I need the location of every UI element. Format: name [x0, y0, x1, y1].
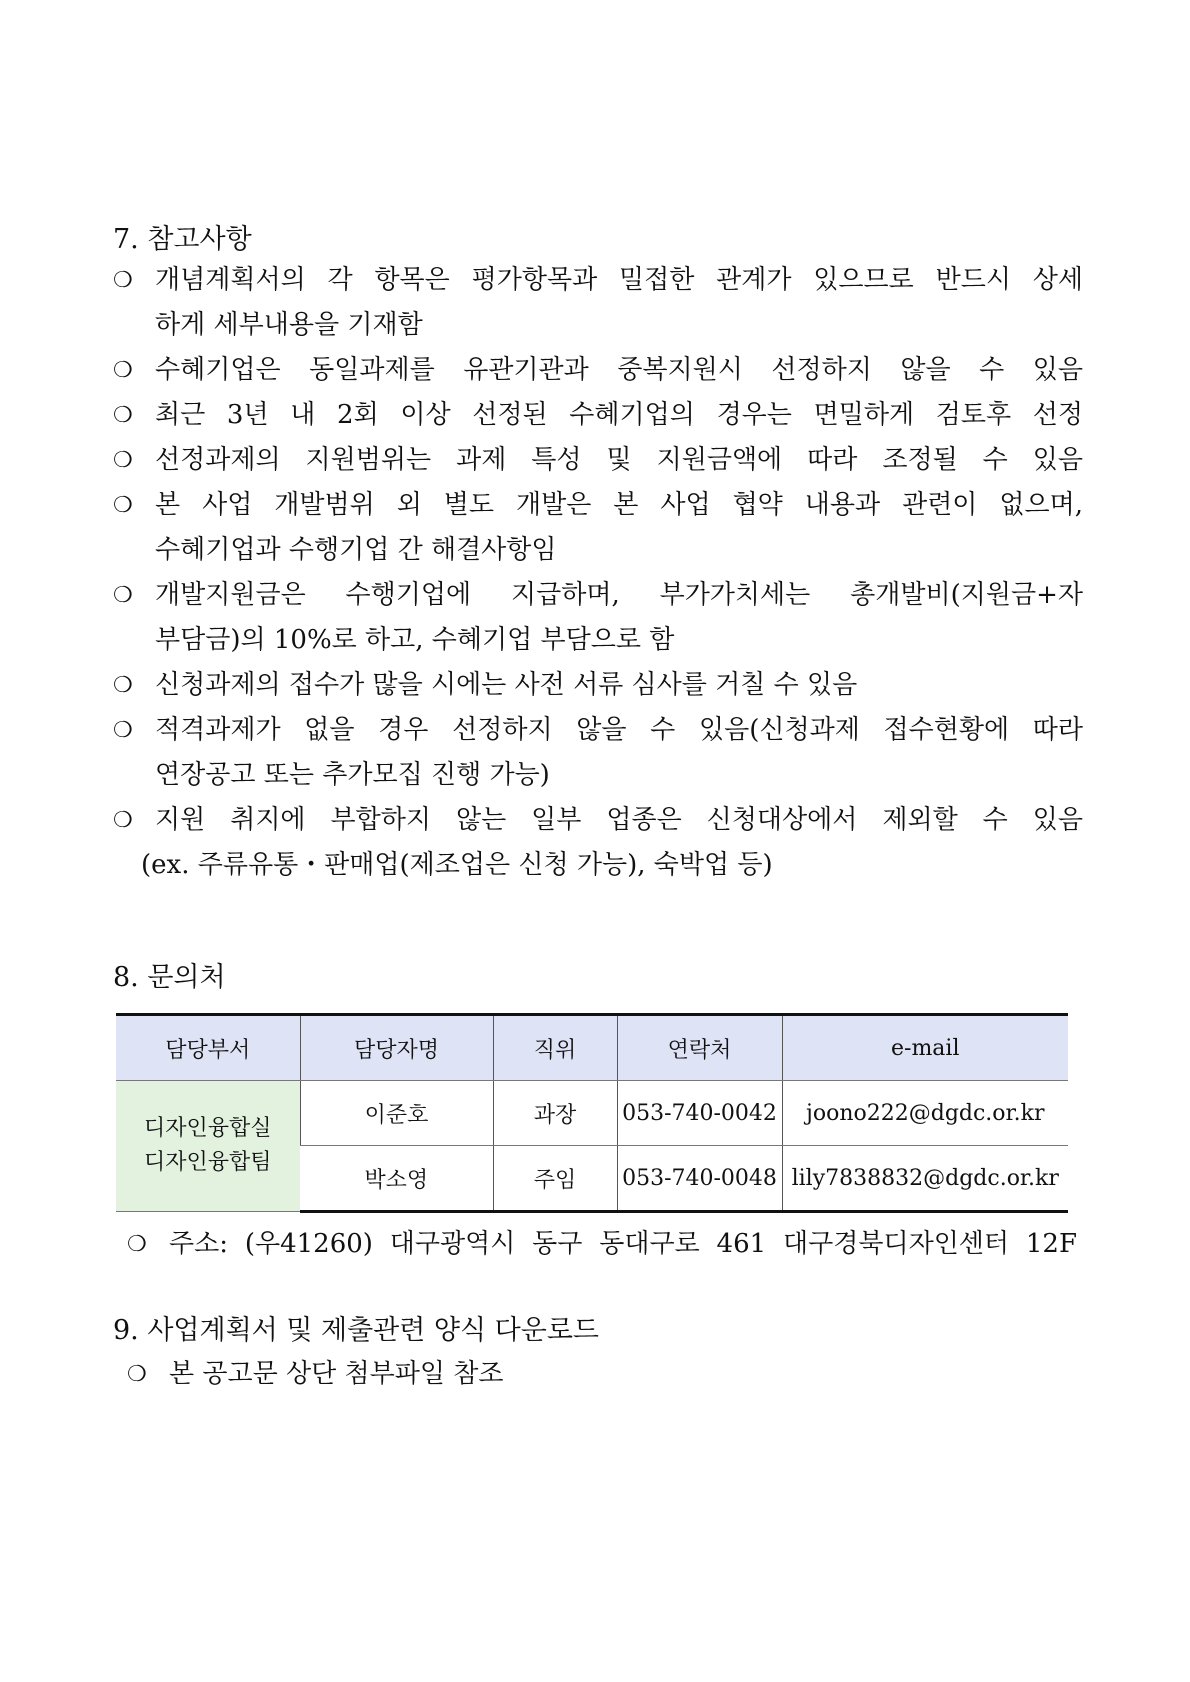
download-text: 본 공고문 상단 첨부파일 참조 [169, 1359, 504, 1389]
notice-item [113, 438, 1083, 483]
notice-line: 수혜기업은 동일과제를 유관기관과 중복지원시 선정하지 않을 수 있음 [155, 355, 1083, 385]
team-name: 디자인융합팀 [143, 1150, 272, 1175]
header-position: 직위 [493, 1015, 617, 1081]
address-item [127, 1222, 1077, 1267]
department-name: 디자인융합실 [143, 1116, 272, 1141]
notice-line: 하게 세부내용을 기재함 [155, 310, 423, 340]
notice-line: (ex. 주류유통・판매업(제조업은 신청 가능), 숙박업 등) [141, 850, 773, 880]
notice-item [113, 348, 1083, 393]
section-7-title: 7. 참고사항 [113, 224, 252, 255]
circle-bullet-icon: ❍ [113, 403, 133, 428]
notice-line: 개발지원금은 수행기업에 지급하며, 부가가치세는 총개발비(지원금+자 [155, 580, 1083, 610]
header-department: 담당부서 [116, 1015, 300, 1081]
notice-line: 연장공고 또는 추가모집 진행 가능) [155, 760, 550, 790]
notice-item [113, 798, 1083, 888]
section-9-title: 9. 사업계획서 및 제출관련 양식 다운로드 [113, 1315, 599, 1346]
download-item [127, 1352, 1097, 1397]
notice-line: 부담금)의 10%로 하고, 수혜기업 부담으로 함 [155, 625, 675, 655]
circle-bullet-icon: ❍ [113, 493, 133, 518]
circle-bullet-icon: ❍ [113, 358, 133, 383]
circle-bullet-icon: ❍ [113, 448, 133, 473]
notice-line: 선정과제의 지원범위는 과제 특성 및 지원금액에 따라 조정될 수 있음 [155, 445, 1083, 475]
contact-name: 이준호 [300, 1081, 493, 1146]
notice-item [113, 393, 1083, 438]
notice-line: 지원 취지에 부합하지 않는 일부 업종은 신청대상에서 제외할 수 있음 [155, 805, 1083, 835]
contact-position: 주임 [493, 1146, 617, 1212]
circle-bullet-icon: ❍ [113, 808, 133, 833]
table-row [116, 1081, 1068, 1146]
notice-item [113, 258, 1083, 348]
contact-phone: 053-740-0048 [617, 1146, 782, 1212]
circle-bullet-icon: ❍ [113, 718, 133, 743]
circle-bullet-icon: ❍ [113, 268, 133, 293]
notice-item [113, 573, 1083, 663]
contact-position: 과장 [493, 1081, 617, 1146]
circle-bullet-icon: ❍ [127, 1362, 147, 1387]
circle-bullet-icon: ❍ [113, 673, 133, 698]
notice-line: 최근 3년 내 2회 이상 선정된 수혜기업의 경우는 면밀하게 검토후 선정 [155, 400, 1083, 430]
contact-name: 박소영 [300, 1146, 493, 1212]
header-contact-name: 담당자명 [300, 1015, 493, 1081]
department-cell [116, 1081, 300, 1212]
notice-line: 수혜기업과 수행기업 간 해결사항임 [155, 535, 557, 565]
notice-item [113, 483, 1083, 573]
contact-phone: 053-740-0042 [617, 1081, 782, 1146]
circle-bullet-icon: ❍ [113, 583, 133, 608]
notice-item [113, 708, 1083, 798]
table-header-row [116, 1015, 1068, 1081]
notice-item [113, 663, 1083, 708]
address-text: 주소: (우41260) 대구광역시 동구 동대구로 461 대구경북디자인센터 12F [169, 1229, 1077, 1259]
header-phone: 연락처 [617, 1015, 782, 1081]
circle-bullet-icon: ❍ [127, 1232, 147, 1257]
header-email: e-mail [782, 1015, 1068, 1081]
notice-line: 적격과제가 없을 경우 선정하지 않을 수 있음(신청과제 접수현황에 따라 [155, 715, 1083, 745]
section-8-title: 8. 문의처 [113, 962, 226, 993]
notice-line: 개념계획서의 각 항목은 평가항목과 밀접한 관계가 있으므로 반드시 상세 [155, 265, 1083, 295]
contact-email: joono222@dgdc.or.kr [782, 1081, 1068, 1146]
contact-email: lily7838832@dgdc.or.kr [782, 1146, 1068, 1212]
notice-line: 본 사업 개발범위 외 별도 개발은 본 사업 협약 내용과 관련이 없으며, [155, 490, 1083, 520]
notice-line: 신청과제의 접수가 많을 시에는 사전 서류 심사를 거칠 수 있음 [155, 670, 858, 700]
contact-table [116, 1013, 1068, 1213]
